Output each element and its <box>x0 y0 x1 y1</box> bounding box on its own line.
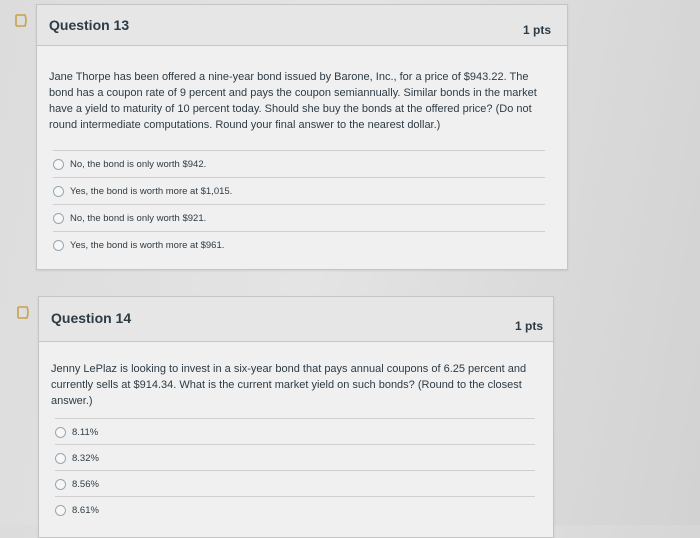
radio-button[interactable] <box>53 159 64 170</box>
question-card <box>38 296 554 538</box>
question-text: Jane Thorpe has been offered a nine-year bond issued by Barone, Inc., for a price of $943.22. The bond has a coupon rate of 9 percent and pays the coupon semiannually. Similar bonds in the market have a yield to maturity of 10 percent today. Should she buy the bonds at the offered price? (Do not round intermediate computations. Round your final answer to the nearest dollar.) <box>49 71 537 131</box>
answer-label: 8.61% <box>72 504 99 516</box>
answer-list <box>53 150 545 255</box>
flag-icon[interactable] <box>14 14 28 27</box>
answer-option[interactable] <box>53 150 545 177</box>
question-points: 1 pts <box>514 319 543 333</box>
answer-list <box>55 418 535 528</box>
answer-option[interactable] <box>55 418 535 445</box>
answer-label: Yes, the bond is worth more at $1,015. <box>70 185 233 197</box>
question-title: Question 13 <box>49 17 130 33</box>
radio-button[interactable] <box>55 479 66 490</box>
answer-option[interactable] <box>55 470 535 497</box>
radio-button[interactable] <box>53 213 64 224</box>
radio-button[interactable] <box>55 427 66 438</box>
radio-button[interactable] <box>55 453 66 464</box>
answer-option[interactable] <box>53 204 545 231</box>
radio-button[interactable] <box>55 505 66 516</box>
answer-label: No, the bond is only worth $942. <box>70 158 207 170</box>
question-title: Question 14 <box>51 310 132 326</box>
question-text: Jenny LePlaz is looking to invest in a six-year bond that pays annual coupons of 6.25 percent and currently sells at $914.34. What is the current market yield on such bonds? (Round to the closest answer.) <box>51 363 527 407</box>
answer-label: Yes, the bond is worth more at $961. <box>70 239 225 251</box>
answer-option[interactable] <box>53 231 545 258</box>
answer-label: 8.11% <box>72 426 99 438</box>
answer-label: 8.56% <box>72 478 99 490</box>
question-header <box>39 297 553 342</box>
radio-button[interactable] <box>53 186 64 197</box>
answer-option[interactable] <box>55 496 535 523</box>
flag-icon[interactable] <box>16 306 30 319</box>
answer-option[interactable] <box>53 177 545 204</box>
question-card <box>36 4 568 270</box>
answer-label: 8.32% <box>72 452 99 464</box>
answer-option[interactable] <box>55 444 535 471</box>
question-header <box>37 5 567 46</box>
answer-label: No, the bond is only worth $921. <box>70 212 207 224</box>
radio-button[interactable] <box>53 240 64 251</box>
question-points: 1 pts <box>522 23 551 37</box>
